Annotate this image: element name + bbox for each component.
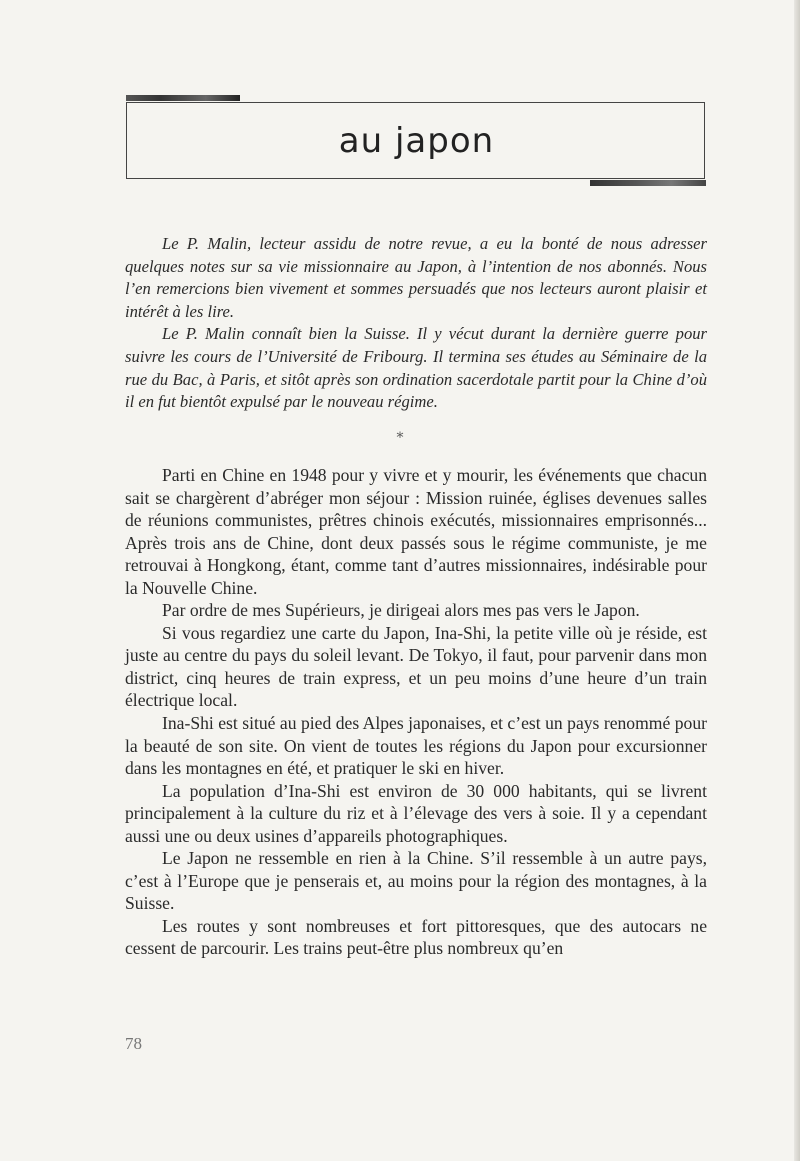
body-paragraph: Ina-Shi est situé au pied des Alpes japonaises, et c’est un pays renommé pour la beauté de son site. On vient de toutes les régions du Japon pour excursionner dans les montagnes en été, et pratiquer le ski en hiver. [125,713,707,779]
body-paragraph: Si vous regardiez une carte du Japon, Ina-Shi, la petite ville où je réside, est juste au centre du pays du soleil levant. De Tokyo, il faut, pour parvenir dans mon district, cinq heures de train express, et un peu moins d’une heure d’un train électrique local. [125,622,707,711]
page-title: au japon [338,121,495,161]
page-edge-shadow [794,0,800,1161]
title-box [126,102,705,179]
body-paragraph: La population d’Ina-Shi est environ de 30 000 habitants, qui se livrent principalement à la culture du riz et à l’élevage des vers à soie. Il y a cependant aussi une ou deux usines d’appareils photographiques. [125,780,707,846]
page-number: 78 [125,1034,142,1053]
intro-note [125,233,707,414]
body-paragraph: Le Japon ne ressemble en rien à la Chine. S’il ressemble à un autre pays, c’est à l’Europe que je penserais et, au moins pour la région des montagnes, à la Suisse. [125,848,707,914]
article-body [125,464,707,960]
section-separator: * [396,430,404,446]
body-paragraph: Par ordre de mes Supérieurs, je dirigeai alors mes pas vers le Japon. [162,600,640,621]
body-paragraph: Les routes y sont nombreuses et fort pittoresques, que des autocars ne cessent de parcourir. Les trains peut-être plus nombreux qu’en [125,915,707,959]
title-frame [126,102,706,182]
intro-paragraph: Le P. Malin connaît bien la Suisse. Il y vécut durant la dernière guerre pour suivre les cours de l’Université de Fribourg. Il termina ses études au Séminaire de la rue du Bac, à Paris, et sitôt après son ordination sacerdotale partit pour la Chine d’où il en fut bientôt expulsé par le nouveau régime. [125,324,707,412]
title-bar-right-decoration [590,180,706,186]
body-paragraph: Parti en Chine en 1948 pour y vivre et y mourir, les événements que chacun sait se chargèrent d’abréger mon séjour : Mission ruinée, églises devenues salles de réunions communistes, prêtres chinois exécutés, missionnaires emprisonnés... Après trois ans de Chine, dont deux passés sous le régime communiste, je me retrouvai à Hongkong, étant, comme tant d’autres missionnaires, indésirable pour la Nouvelle Chine. [125,465,707,598]
intro-paragraph: Le P. Malin, lecteur assidu de notre revue, a eu la bonté de nous adresser quelques notes sur sa vie missionnaire au Japon, à l’intention de nos abonnés. Nous l’en remercions bien vivement et sommes persuadés que nos lecteurs auront plaisir et intérêt à les lire. [125,234,707,321]
title-bar-left-decoration [126,95,240,101]
